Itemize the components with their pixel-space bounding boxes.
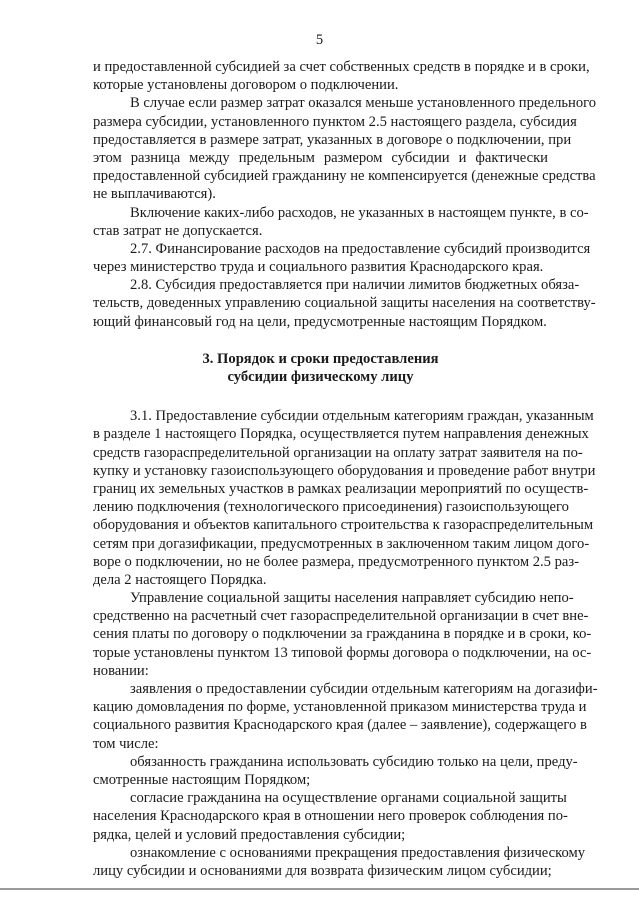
paragraph-line: оборудования и объектов капитального строительства к газораспределительным — [93, 517, 594, 534]
paragraph-line: новании: — [93, 662, 149, 679]
paragraph-line: смотренные настоящим Порядком; — [93, 771, 311, 788]
paragraph — [93, 276, 596, 331]
paragraph-line: сетям при догазификации, предусмотренных в заключенном таким лицом дого- — [93, 535, 590, 552]
paragraph-line: предоставляется в размере затрат, указанных в договоре о подключении, при — [93, 131, 572, 148]
paragraph-line: Включение каких-либо расходов, не указанных в настоящем пункте, в со- — [130, 204, 589, 221]
paragraph — [93, 789, 568, 844]
paragraph-line: не выплачиваются). — [93, 186, 216, 203]
paragraph-line: кацию домовладения по форме, установленной приказом министерства труда и — [93, 699, 587, 716]
paragraph-line: сения платы по договору о подключении за гражданина в порядке и в сроки, ко- — [93, 626, 592, 643]
section-heading — [93, 350, 548, 386]
paragraph-line: 2.8. Субсидия предоставляется при наличии лимитов бюджетных обяза- — [130, 277, 580, 294]
paragraph-line: ознакомление с основаниями прекращения предоставления физическому — [130, 844, 585, 861]
paragraph-line: дела 2 настоящего Порядка. — [93, 571, 267, 588]
paragraph-line: Управление социальной защиты населения направляет субсидию непо- — [130, 590, 574, 607]
paragraph — [93, 844, 585, 880]
paragraph — [93, 407, 596, 589]
paragraph-line: торые установлены пунктом 13 типовой формы договора о подключении, на ос- — [93, 644, 592, 661]
paragraph-line: 3.1. Предоставление субсидии отдельным категориям граждан, указанным — [130, 408, 594, 425]
paragraph-line: лицу субсидии и основаниями для возврата физическим лицом субсидии; — [93, 862, 552, 879]
paragraph — [93, 240, 591, 276]
paragraph-line: социального развития Краснодарского края (далее – заявление), содержащего в — [93, 717, 587, 734]
paragraph-line: обязанность гражданина использовать субсидию только на цели, преду- — [130, 753, 578, 770]
page-bottom-rule — [0, 888, 639, 890]
paragraph-line: которые установлены договором о подключении. — [93, 77, 399, 94]
paragraph — [93, 680, 598, 753]
paragraph — [93, 204, 589, 240]
paragraph-line: размера субсидии, установленного пунктом 2.5 настоящего раздела, субсидия — [93, 113, 577, 130]
section-spacer — [93, 386, 548, 407]
paragraph — [93, 58, 590, 94]
paragraph-line: лению подключения (технологического присоединения) газоиспользующего — [93, 499, 569, 516]
paragraph-line: и предоставленной субсидией за счет собственных средств в порядке и в сроки, — [93, 59, 590, 75]
paragraph-line: границ их земельных участков в рамках реализации мероприятий по осуществ- — [93, 480, 589, 497]
paragraph-line: в разделе 1 настоящего Порядка, осуществляется путем направления денежных — [93, 426, 589, 443]
section-spacer — [93, 331, 548, 350]
paragraph-line: этом разница между предельным размером субсидии и фактически — [93, 149, 548, 166]
paragraph-line: средств газораспределительной организации на оплату затрат заявителя на по- — [93, 444, 583, 461]
paragraph-line: том числе: — [93, 735, 159, 752]
paragraph-line: средственно на расчетный счет газораспределительной организации в счет вне- — [93, 608, 589, 625]
paragraph — [93, 753, 578, 789]
paragraph-line: заявления о предоставлении субсидии отдельным категориям на догазифи- — [130, 681, 598, 697]
paragraph-line: став затрат не допускается. — [93, 222, 263, 239]
paragraph-line: тельств, доведенных управлению социальной защиты населения на соответству- — [93, 295, 596, 312]
paragraph-line: В случае если размер затрат оказался меньше установленного предельного — [130, 95, 597, 112]
paragraph — [93, 94, 597, 203]
paragraph-line: населения Краснодарского края в отношении него проверок соблюдения по- — [93, 808, 568, 825]
paragraph-line: предоставленной субсидией гражданину не компенсируется (денежные средства — [93, 168, 596, 185]
section-heading-line: 3. Порядок и сроки предоставления — [202, 350, 439, 367]
paragraph-line: купку и установку газоиспользующего оборудования и проведение работ внутри — [93, 462, 596, 479]
section-heading-line: субсидии физическому лицу — [227, 369, 414, 385]
document-body — [93, 58, 598, 880]
paragraph — [93, 589, 592, 680]
paragraph-line: воре о подключении, но не более размера, предусмотренного пунктом 2.5 раз- — [93, 553, 579, 570]
paragraph-line: рядка, целей и условий предоставления субсидии; — [93, 826, 406, 843]
paragraph-line: ющий финансовый год на цели, предусмотренные настоящим Порядком. — [93, 313, 547, 330]
paragraph-line: через министерство труда и социального развития Краснодарского края. — [93, 259, 544, 276]
page-number: 5 — [315, 32, 324, 48]
paragraph-line: согласие гражданина на осуществление органами социальной защиты — [130, 790, 567, 807]
paragraph-line: 2.7. Финансирование расходов на предоставление субсидий производится — [130, 240, 591, 257]
